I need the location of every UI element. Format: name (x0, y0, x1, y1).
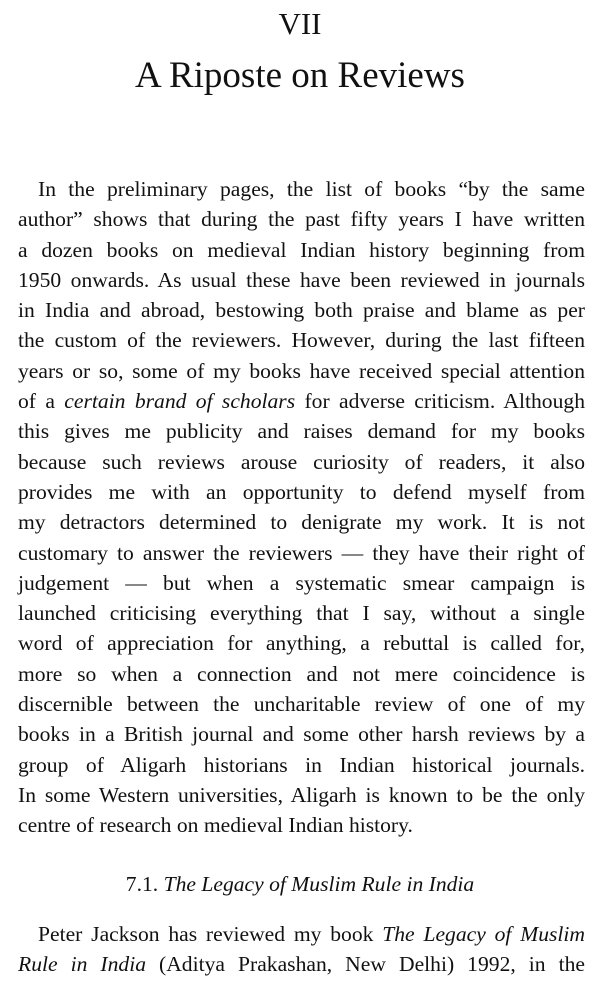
text-run: years or so, some of my books have received special attention (18, 358, 585, 383)
text-run: centre of research on medieval Indian history. (18, 813, 413, 838)
text-line (18, 919, 585, 949)
text-run: a dozen books on medieval Indian history beginning from (18, 237, 585, 262)
text-line (18, 568, 585, 598)
section-heading (0, 872, 600, 897)
text-run: provides me with an opportunity to defend myself from (18, 479, 585, 504)
text-line (18, 659, 585, 689)
text-line (18, 265, 585, 295)
text-run: because such reviews arouse curiosity of readers, it also (18, 449, 585, 474)
text-run: of a (18, 389, 65, 414)
text-run: launched criticising everything that I say, without a single (18, 601, 585, 626)
text-line (18, 750, 585, 780)
text-line (18, 356, 585, 386)
body-paragraph-2 (18, 919, 585, 980)
text-line (18, 174, 585, 204)
text-line (18, 689, 585, 719)
text-run: 1950 onwards. As usual these have been reviewed in journals (18, 267, 585, 292)
text-run: in India and abroad, bestowing both praise and blame as per (18, 298, 585, 323)
text-line (18, 477, 585, 507)
text-run: judgement — but when a systematic smear campaign is (18, 570, 585, 595)
chapter-number: VII (278, 6, 322, 41)
text-run: my detractors determined to denigrate my work. It is not (18, 510, 585, 535)
text-line (18, 598, 585, 628)
section-number: 7.1. (125, 872, 164, 896)
body-paragraph-1 (18, 174, 585, 841)
italic-text: certain brand of scholars (64, 389, 296, 414)
chapter-title: A Riposte on Reviews (135, 55, 465, 96)
section-title: The Legacy of Muslim Rule in India (163, 872, 475, 896)
text-run: author” shows that during the past fifty years I have written (18, 207, 585, 232)
text-line (18, 386, 585, 416)
text-run: word of appreciation for anything, a rebuttal is called for, (18, 631, 585, 656)
text-run: discernible between the uncharitable review of one of my (18, 692, 585, 717)
text-run: for adverse criticism. Although (295, 389, 585, 414)
italic-text: The Legacy of Muslim (382, 922, 585, 946)
text-line (18, 447, 585, 477)
text-line (18, 719, 585, 749)
text-run: this gives me publicity and raises demand for my books (18, 419, 585, 444)
text-run: more so when a connection and not mere coincidence is (18, 661, 585, 686)
text-line (18, 538, 585, 568)
text-line (18, 325, 585, 355)
text-run: In some Western universities, Aligarh is known to be the only (18, 782, 585, 807)
text-run: the custom of the reviewers. However, during the last fifteen (18, 328, 585, 353)
text-line (18, 628, 585, 658)
text-run: Peter Jackson has reviewed my book (38, 922, 383, 946)
text-line (18, 949, 585, 979)
text-line (18, 235, 585, 265)
text-line (18, 780, 585, 810)
text-run: group of Aligarh historians in Indian historical journals. (18, 752, 585, 777)
text-run: (Aditya Prakashan, New Delhi) 1992, in the (146, 952, 585, 977)
text-run: books in a British journal and some other harsh reviews by a (18, 722, 585, 747)
text-line (18, 295, 585, 325)
text-run: customary to answer the reviewers — they have their right of (18, 540, 585, 565)
text-line (18, 204, 585, 234)
text-line (18, 507, 585, 537)
text-line (18, 416, 585, 446)
italic-text: Rule in India (18, 952, 146, 977)
text-line (18, 810, 585, 840)
text-run: In the preliminary pages, the list of books “by the same (38, 177, 585, 201)
